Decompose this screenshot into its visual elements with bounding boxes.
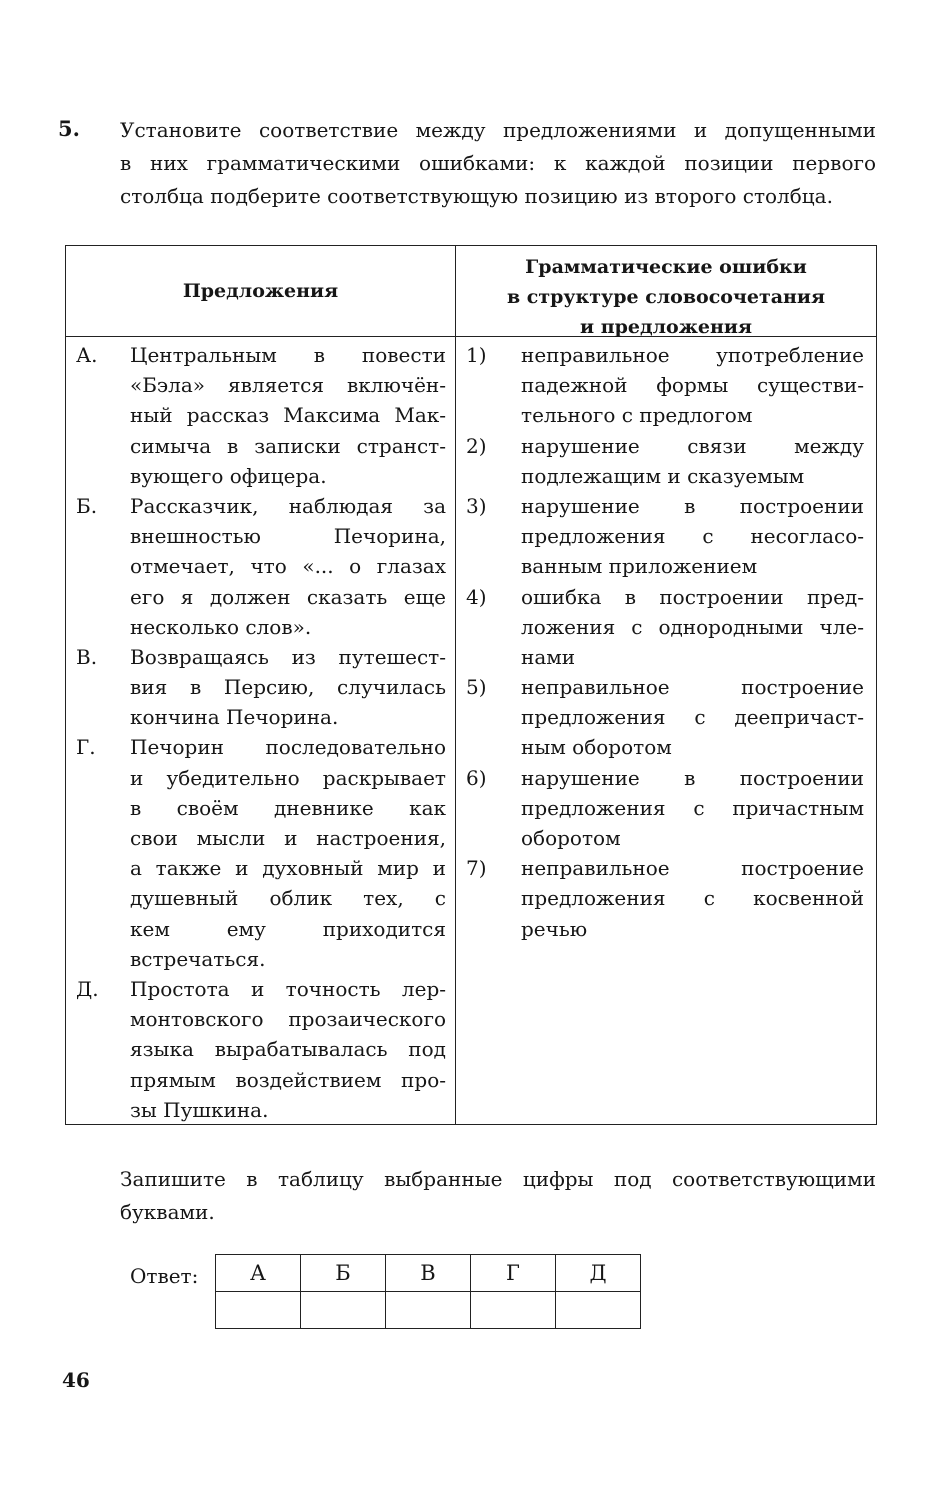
sentences-column [76, 340, 446, 1125]
sentence-item-line: Рассказчик, наблюдая за [130, 493, 446, 518]
right-header-line: и предложения [579, 316, 753, 338]
error-item-marker: 3) [466, 493, 487, 518]
error-item-line: предложения с несогласо- [521, 524, 864, 549]
error-item-marker: 7) [466, 856, 487, 881]
error-item-line: ванным приложением [521, 554, 758, 579]
sentence-item-marker: А. [76, 343, 98, 367]
error-item-line: нарушение в построении [521, 765, 864, 790]
error-item [466, 853, 864, 944]
sentence-item-line: и убедительно раскрывает [130, 765, 446, 790]
error-item-line: падежной формы существи- [521, 373, 864, 398]
sentence-item-line: «Бэла» является включён- [130, 373, 446, 398]
sentence-item [76, 491, 446, 642]
error-item-line: неправильное построение [521, 856, 864, 881]
matching-table [65, 245, 877, 1125]
errors-column [466, 340, 864, 944]
error-item-marker: 4) [466, 584, 487, 609]
left-column-header: Предложения [182, 280, 339, 302]
answer-label: Ответ: [130, 1264, 199, 1288]
instruction-line: буквами. [120, 1200, 215, 1224]
answer-input-cell[interactable] [301, 1292, 386, 1329]
error-item-line: предложения с косвенной [521, 886, 864, 911]
sentence-item-marker: В. [76, 644, 98, 669]
sentence-item-line: а также и духовный мир и [130, 856, 446, 881]
error-item-line: оборотом [521, 826, 621, 850]
instruction-line: Запишите в таблицу выбранные цифры под соответствующими [120, 1167, 876, 1191]
sentence-item-marker: Д. [76, 976, 99, 1001]
answer-table [215, 1254, 641, 1329]
answer-header-cell: Г [471, 1255, 556, 1292]
sentence-item-line: отмечает, что «... о глазах [130, 554, 446, 579]
error-item-line: неправильное построение [521, 675, 864, 700]
error-item-marker: 2) [466, 433, 487, 458]
sentence-item-line: ный рассказ Максима Мак- [130, 403, 446, 428]
sentence-item-line: встречаться. [130, 946, 266, 971]
sentence-item-line: Возвращаясь из путешест- [130, 644, 446, 669]
sentence-item-marker: Б. [76, 493, 98, 518]
sentence-item-line: внешностью Печорина, [130, 524, 446, 549]
sentence-item-line: кем ему приходится [130, 916, 446, 941]
task-text-line: в них грамматическими ошибками: к каждой позиции первого [120, 151, 876, 175]
error-item-line: ложения с однородными чле- [521, 614, 864, 639]
answer-input-cell[interactable] [556, 1292, 641, 1329]
error-item-line: ным оборотом [521, 735, 672, 760]
error-item-line: предложения с причастным [521, 795, 864, 820]
sentence-item-line: Печорин последовательно [130, 735, 446, 760]
error-item [466, 340, 864, 431]
answer-header-cell: В [386, 1255, 471, 1292]
error-item [466, 431, 864, 491]
task-text [120, 114, 876, 213]
sentence-item-line: кончина Печорина. [130, 705, 339, 730]
answer-input-cell[interactable] [216, 1292, 301, 1329]
answer-header-cell: Д [556, 1255, 641, 1292]
sentence-item [76, 732, 446, 974]
sentence-item-line: симыча в записки странст- [130, 433, 446, 458]
error-item-line: нами [521, 644, 576, 669]
error-item-line: тельного с предлогом [521, 403, 753, 428]
sentence-item [76, 642, 446, 733]
sentence-item-line: в своём дневнике как [130, 795, 446, 820]
answer-header-cell: Б [301, 1255, 386, 1292]
sentence-item-line: вующего офицера. [130, 463, 327, 488]
task-text-line: Установите соответствие между предложениями и допущенными [120, 118, 876, 142]
answer-input-cell[interactable] [471, 1292, 556, 1329]
error-item-line: нарушение в построении [521, 493, 864, 518]
error-item-line: подлежащим и сказуемым [521, 463, 805, 488]
instruction-text [120, 1163, 876, 1229]
error-item-marker: 5) [466, 675, 487, 700]
sentence-item [76, 340, 446, 491]
sentence-item-line: свои мысли и настроения, [130, 826, 446, 850]
error-item-line: предложения с деепричаст- [521, 705, 864, 730]
answer-header-cell: А [216, 1255, 301, 1292]
page-number: 46 [62, 1368, 90, 1392]
error-item-line: неправильное употребление [521, 343, 864, 367]
error-item [466, 582, 864, 673]
sentence-item-line: прямым воздействием про- [130, 1067, 446, 1092]
answer-input-cell[interactable] [386, 1292, 471, 1329]
sentence-item-line: Центральным в повести [130, 343, 446, 367]
sentence-item-line: несколько слов». [130, 614, 312, 639]
task-number: 5. [58, 116, 80, 141]
error-item [466, 491, 864, 582]
sentence-item [76, 974, 446, 1125]
sentence-item-line: Простота и точность лер- [130, 976, 446, 1001]
column-divider [455, 246, 456, 1124]
sentence-item-line: монтовского прозаического [130, 1007, 446, 1032]
error-item-marker: 6) [466, 765, 487, 790]
error-item-line: ошибка в построении пред- [521, 584, 864, 609]
sentence-item-line: языка вырабатывалась под [130, 1037, 446, 1062]
right-column-header [456, 252, 876, 342]
sentence-item-marker: Г. [76, 735, 96, 760]
error-item [466, 763, 864, 854]
error-item-line: нарушение связи между [521, 433, 864, 458]
sentence-item-line: зы Пушкина. [130, 1097, 269, 1122]
sentence-item-line: вия в Персию, случилась [130, 675, 446, 700]
task-text-line: столбца подберите соответствующую позицию из второго столбца. [120, 184, 833, 208]
sentence-item-line: его я должен сказать еще [130, 584, 446, 609]
error-item [466, 672, 864, 763]
sentence-item-line: душевный облик тех, с [130, 886, 446, 911]
right-header-line: в структуре словосочетания [506, 286, 826, 308]
right-header-line: Грамматические ошибки [525, 256, 807, 278]
error-item-marker: 1) [466, 343, 487, 367]
error-item-line: речью [521, 916, 588, 941]
